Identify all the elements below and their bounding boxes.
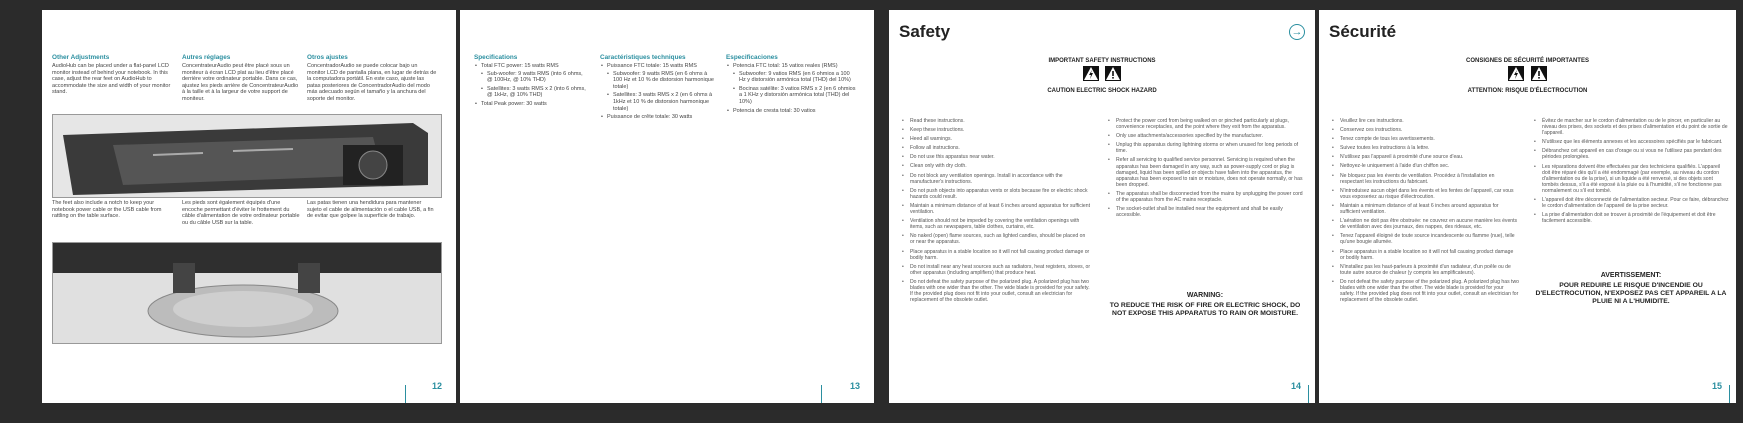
list-item: • N'introduisez aucun objet dans les évents et les fentes de l'appareil, car vous vous exposeriez au risque d'électrocution. [1340, 188, 1519, 200]
list-item: • La prise d'alimentation doit se trouver à proximité de l'équipement et doit être facilement accessible. [1542, 212, 1729, 224]
caption-text: Les pieds sont également équipés d'une encoche permettant d'éviter le frottement du câble d'alimentation de votre ordinateur portable ou du câble USB sur la table. [182, 200, 300, 226]
list-item: • Protect the power cord from being walked on or pinched particularly at plugs, convenience receptacles, and the point where they exit from the apparatus. [1116, 118, 1303, 130]
spec-subitem: • Subwoofer: 9 vatios RMS (en 6 ohmios a 100 Hz y distorsión armónica total (THD) del 10%) [739, 71, 856, 84]
warning-symbols [1319, 64, 1736, 88]
exclamation-warning-icon [1105, 66, 1121, 81]
list-item: • Unplug this apparatus during lightning storms or when unused for long periods of time. [1116, 142, 1303, 154]
safety-list-right [1533, 118, 1729, 227]
caution-heading: ATTENTION: RISQUE D'ÉLECTROCUTION [1467, 88, 1588, 94]
list-item: • Do not defeat the safety purpose of the polarized plug. A polarized plug has two blades with one wider than the other. The wide blade is provided for your safety. If the provided plug does not fit into your outlet, consult an electrician for replacement of the obsolete outlet. [1340, 279, 1519, 303]
spec-list [474, 63, 589, 108]
list-item: • The socket-outlet shall be installed near the equipment and shall be easily accessible. [1116, 206, 1303, 218]
list-item: • N'installez pas les haut-parleurs à proximité d'un radiateur, d'un poêle ou de toute autre source de chaleur (y compris les amplificateurs). [1340, 264, 1519, 276]
list-item: • Maintain a minimum distance of at least 6 inches around apparatus for sufficient ventilation. [910, 203, 1091, 215]
heading: Especificaciones [726, 54, 778, 61]
list-item: • Follow all instructions. [910, 145, 1091, 151]
list-item: • Ne bloquez pas les évents de ventilation. Procédez à l'installation en respectant les instructions du fabricant. [1340, 173, 1519, 185]
spec-subitem: • Satellites: 3 watts RMS x 2 (en 6 ohms à 1kHz et 10 % de distorsion harmonique totale) [613, 92, 715, 112]
list-item: • N'utilisez pas l'appareil à proximité d'une source d'eau. [1340, 154, 1519, 160]
list-item: • N'utilisez que les éléments annexes et les accessoires spécifiés par le fabricant. [1542, 139, 1729, 145]
list-item: • Keep these instructions. [910, 127, 1091, 133]
list-item: • Évitez de marcher sur le cordon d'alimentation ou de le pincer, en particulier au niveau des prises, des sockets et des prises d'alimentation et du point de sortie de l'appareil. [1542, 118, 1729, 136]
safety-header [889, 58, 1315, 94]
spec-item: • Total FTC power: 15 watts RMS • Sub-woofer: 9 watts RMS (into 6 ohms, @ 100Hz, @ 10% THD) • Satellites: 3 watts RMS x 2 (into 6 ohms, @ 1kHz, @ 10% THD) [481, 63, 589, 99]
list-item: • Read these instructions. [910, 118, 1091, 124]
caption-en [52, 200, 172, 220]
list-item: • Tenez compte de tous les avertissements. [1340, 136, 1519, 142]
page-13 [460, 10, 874, 403]
page-number: 14 [1290, 381, 1301, 391]
spec-item: • Potencia de cresta total: 30 vatios [733, 108, 856, 115]
list-item: • No naked (open) flame sources, such as lighted candles, should be placed on or near the apparatus. [910, 233, 1091, 245]
caption-fr [182, 200, 302, 226]
safety-list-left [901, 118, 1091, 306]
safety-list-right [1107, 118, 1303, 221]
body-text: ConcentrateurAudio peut être placé sous un moniteur à écran LCD plat au lieu d'être placé derrière votre ordinateur portable. Dans ce cas, ajustez les pieds arrière de ConcentrateurAudio à la taille et à la largeur de votre support de moniteur. [182, 63, 299, 102]
list-item: • Do not use this apparatus near water. [910, 154, 1091, 160]
page-title: Safety [899, 22, 951, 41]
list-item: • L'aération ne doit pas être obstruée: ne couvrez en aucune manière les évents de ventilation avec des journaux, des nappes, des rideaux, etc. [1340, 218, 1519, 230]
list-item: • Do not push objects into apparatus vents or slots because fire or electric shock hazards could result. [910, 188, 1091, 200]
lightning-warning-icon [1083, 66, 1099, 81]
spec-subitem: • Sub-woofer: 9 watts RMS (into 6 ohms, @ 100Hz, @ 10% THD) [487, 71, 589, 84]
list-item: • Débranchez cet appareil en cas d'orage ou si vous ne l'utilisez pas pendant des périodes prolongées. [1542, 148, 1729, 160]
spec-item: • Potencia FTC total: 15 vatios reales (RMS) • Subwoofer: 9 vatios RMS (en 6 ohmios a 100 Hz y distorsión armónica total (THD) del 10%) • Bocinas satélite: 3 vatios RMS x 2 (en 6 ohmios a 1 KHz y distorsión armónica total (THD) del 10%) [733, 63, 856, 106]
list-item: • Heed all warnings. [910, 136, 1091, 142]
arrow-right-circle-icon[interactable]: → [1289, 24, 1305, 40]
warning-symbols [889, 64, 1315, 88]
exclamation-warning-icon [1531, 66, 1547, 81]
heading: Autres réglages [182, 54, 231, 61]
list-item: • Maintain a minimum distance of at least 6 inches around apparatus for sufficient ventilation. [1340, 203, 1519, 215]
page-title: Sécurité [1329, 22, 1397, 41]
safety-header [1319, 58, 1736, 94]
list-item: • Veuillez lire ces instructions. [1340, 118, 1519, 124]
adjustments-col-fr [182, 54, 302, 103]
list-item: • Nettoyez-le uniquement à l'aide d'un chiffon sec. [1340, 163, 1519, 169]
body-text: ConcentradorAudio se puede colocar bajo un monitor LCD de pantalla plana, en lugar de detrás de la computadora portátil. En este caso, ajuste las patas posteriores de ConcentradorAudio del modo más adecuado según el tamaño y la anchura del soporte del monitor. [307, 63, 437, 102]
spec-item: • Puissance de crête totale: 30 watts [607, 114, 715, 121]
lightning-warning-icon [1508, 66, 1524, 81]
heading: Otros ajustes [307, 54, 348, 61]
list-item: • Clean only with dry cloth. [910, 163, 1091, 169]
caption-es [307, 200, 437, 220]
warning-title: WARNING: [1186, 292, 1224, 299]
list-item: • Suivez toutes les instructions à la lettre. [1340, 145, 1519, 151]
heading: Specifications [474, 54, 518, 61]
page-rule [1729, 385, 1730, 403]
list-item: • Place apparatus in a stable location so it will not fall causing product damage or bodily harm. [910, 249, 1091, 261]
product-photo-monitor-stand [52, 114, 442, 198]
safety-list-left [1331, 118, 1519, 306]
heading: Caractéristiques techniques [600, 54, 686, 61]
spec-list [726, 63, 856, 114]
spec-item: • Puissance FTC totale: 15 watts RMS • Subwoofer: 9 watts RMS (en 6 ohms à 100 Hz et 10 % de distorsion harmonique totale) • Satellites: 3 watts RMS x 2 (en 6 ohms à 1kHz et 10 % de distorsion harmonique totale) [607, 63, 715, 112]
list-item: • Tenez l'appareil éloigné de toute source incandescente ou flamme (nue), telle qu'une bougie allumée. [1340, 233, 1519, 245]
spec-subitem: • Subwoofer: 9 watts RMS (en 6 ohms à 100 Hz et 10 % de distorsion harmonique totale) [613, 71, 715, 91]
page-14 [889, 10, 1315, 403]
caution-heading: CAUTION ELECTRIC SHOCK HAZARD [1047, 88, 1157, 94]
page-rule [1308, 385, 1309, 403]
warning-block [1107, 292, 1303, 318]
list-item: • Only use attachments/accessories specified by the manufacturer. [1116, 133, 1303, 139]
list-item: • Do not block any ventilation openings. Install in accordance with the manufacturer's instructions. [910, 173, 1091, 185]
warning-block [1533, 272, 1729, 307]
specs-col-en [474, 54, 589, 110]
list-item: • L'appareil doit être déconnecté de l'alimentation secteur. Pour ce faire, débranchez le cordon d'alimentation de l'appareil de la prise secteur. [1542, 197, 1729, 209]
warning-title: AVERTISSEMENT: [1600, 272, 1662, 279]
caption-text: The feet also include a notch to keep your notebook power cable or the USB cable from rattling on the table surface. [52, 200, 162, 220]
caption-text: Las patas tienen una hendidura para mantener sujeto el cable de alimentación o el cable USB, a fin de evitar que golpee la superficie de trabajo. [307, 200, 434, 220]
list-item: • The apparatus shall be disconnected from the mains by unplugging the power cord of the apparatus from the AC mains receptacle. [1116, 191, 1303, 203]
spec-list [600, 63, 715, 121]
body-text: AudioHub can be placed under a flat-panel LCD monitor instead of behind your notebook. In this case, adjust the rear feet on AudioHub to accommodate the size and width of your monitor stand. [52, 63, 171, 96]
list-item: • Les réparations doivent être effectuées par des techniciens qualifiés. L'appareil doit être réparé dès qu'il a été endommagé (par exemple, au niveau du cordon d'alimentation ou de la prise), si un liquide a été renversé, si des objets sont tombés dessus, s'il a été exposé à la pluie ou à l'humidité, s'il ne fonctionne pas normalement ou s'il est tombé. [1542, 164, 1729, 194]
spec-item: • Total Peak power: 30 watts [481, 101, 589, 108]
specs-col-fr [600, 54, 715, 123]
list-item: • Ventilation should not be impeded by covering the ventilation openings with items, such as newspapers, table clothes, curtains, etc. [910, 218, 1091, 230]
specs-col-es [726, 54, 856, 116]
adjustments-col-en [52, 54, 172, 96]
list-item: • Do not defeat the safety purpose of the polarized plug. A polarized plug has two blades with one wider than the other. The wide blade is provided for your safety. If the provided plug does not fit into your outlet, consult an electrician for replacement of the obsolete outlet. [910, 279, 1091, 303]
product-photo-feet-notch [52, 242, 442, 344]
warning-text: POUR REDUIRE LE RISQUE D'INCENDIE OU D'ELECTROCUTION, N'EXPOSEZ PAS CET APPAREIL A LA PLUIE NI A L'HUMIDITE. [1535, 282, 1727, 306]
warning-text: TO REDUCE THE RISK OF FIRE OR ELECTRIC SHOCK, DO NOT EXPOSE THIS APPARATUS TO RAIN OR MOISTURE. [1109, 302, 1301, 318]
page-number: 12 [431, 381, 442, 391]
adjustments-col-es [307, 54, 437, 103]
page-number: 13 [849, 381, 860, 391]
page-number: 15 [1711, 381, 1722, 391]
list-item: • Refer all servicing to qualified service personnel. Servicing is required when the apparatus has been damaged in any way, such as power-supply cord or plug is damaged, liquid has been spilled or objects have fallen into the apparatus, the apparatus has been exposed to rain or moisture, does not operate normally, or has been dropped. [1116, 157, 1303, 187]
spec-subitem: • Bocinas satélite: 3 vatios RMS x 2 (en 6 ohmios a 1 KHz y distorsión armónica total (THD) del 10%) [739, 86, 856, 106]
list-item: • Place apparatus in a stable location so it will not fall causing product damage or bodily harm. [1340, 249, 1519, 261]
list-item: • Conservez ces instructions. [1340, 127, 1519, 133]
heading: Other Adjustments [52, 54, 110, 61]
page-12 [42, 10, 456, 403]
important-heading: IMPORTANT SAFETY INSTRUCTIONS [1048, 58, 1156, 64]
page-rule [405, 385, 406, 403]
page-rule [821, 385, 822, 403]
important-heading: CONSIGNES DE SÉCURITÉ IMPORTANTES [1466, 58, 1589, 64]
list-item: • Do not install near any heat sources such as radiators, heat registers, stoves, or other apparatus (including amplifiers) that produce heat. [910, 264, 1091, 276]
page-15 [1319, 10, 1736, 403]
spec-subitem: • Satellites: 3 watts RMS x 2 (into 6 ohms, @ 1kHz, @ 10% THD) [487, 86, 589, 99]
